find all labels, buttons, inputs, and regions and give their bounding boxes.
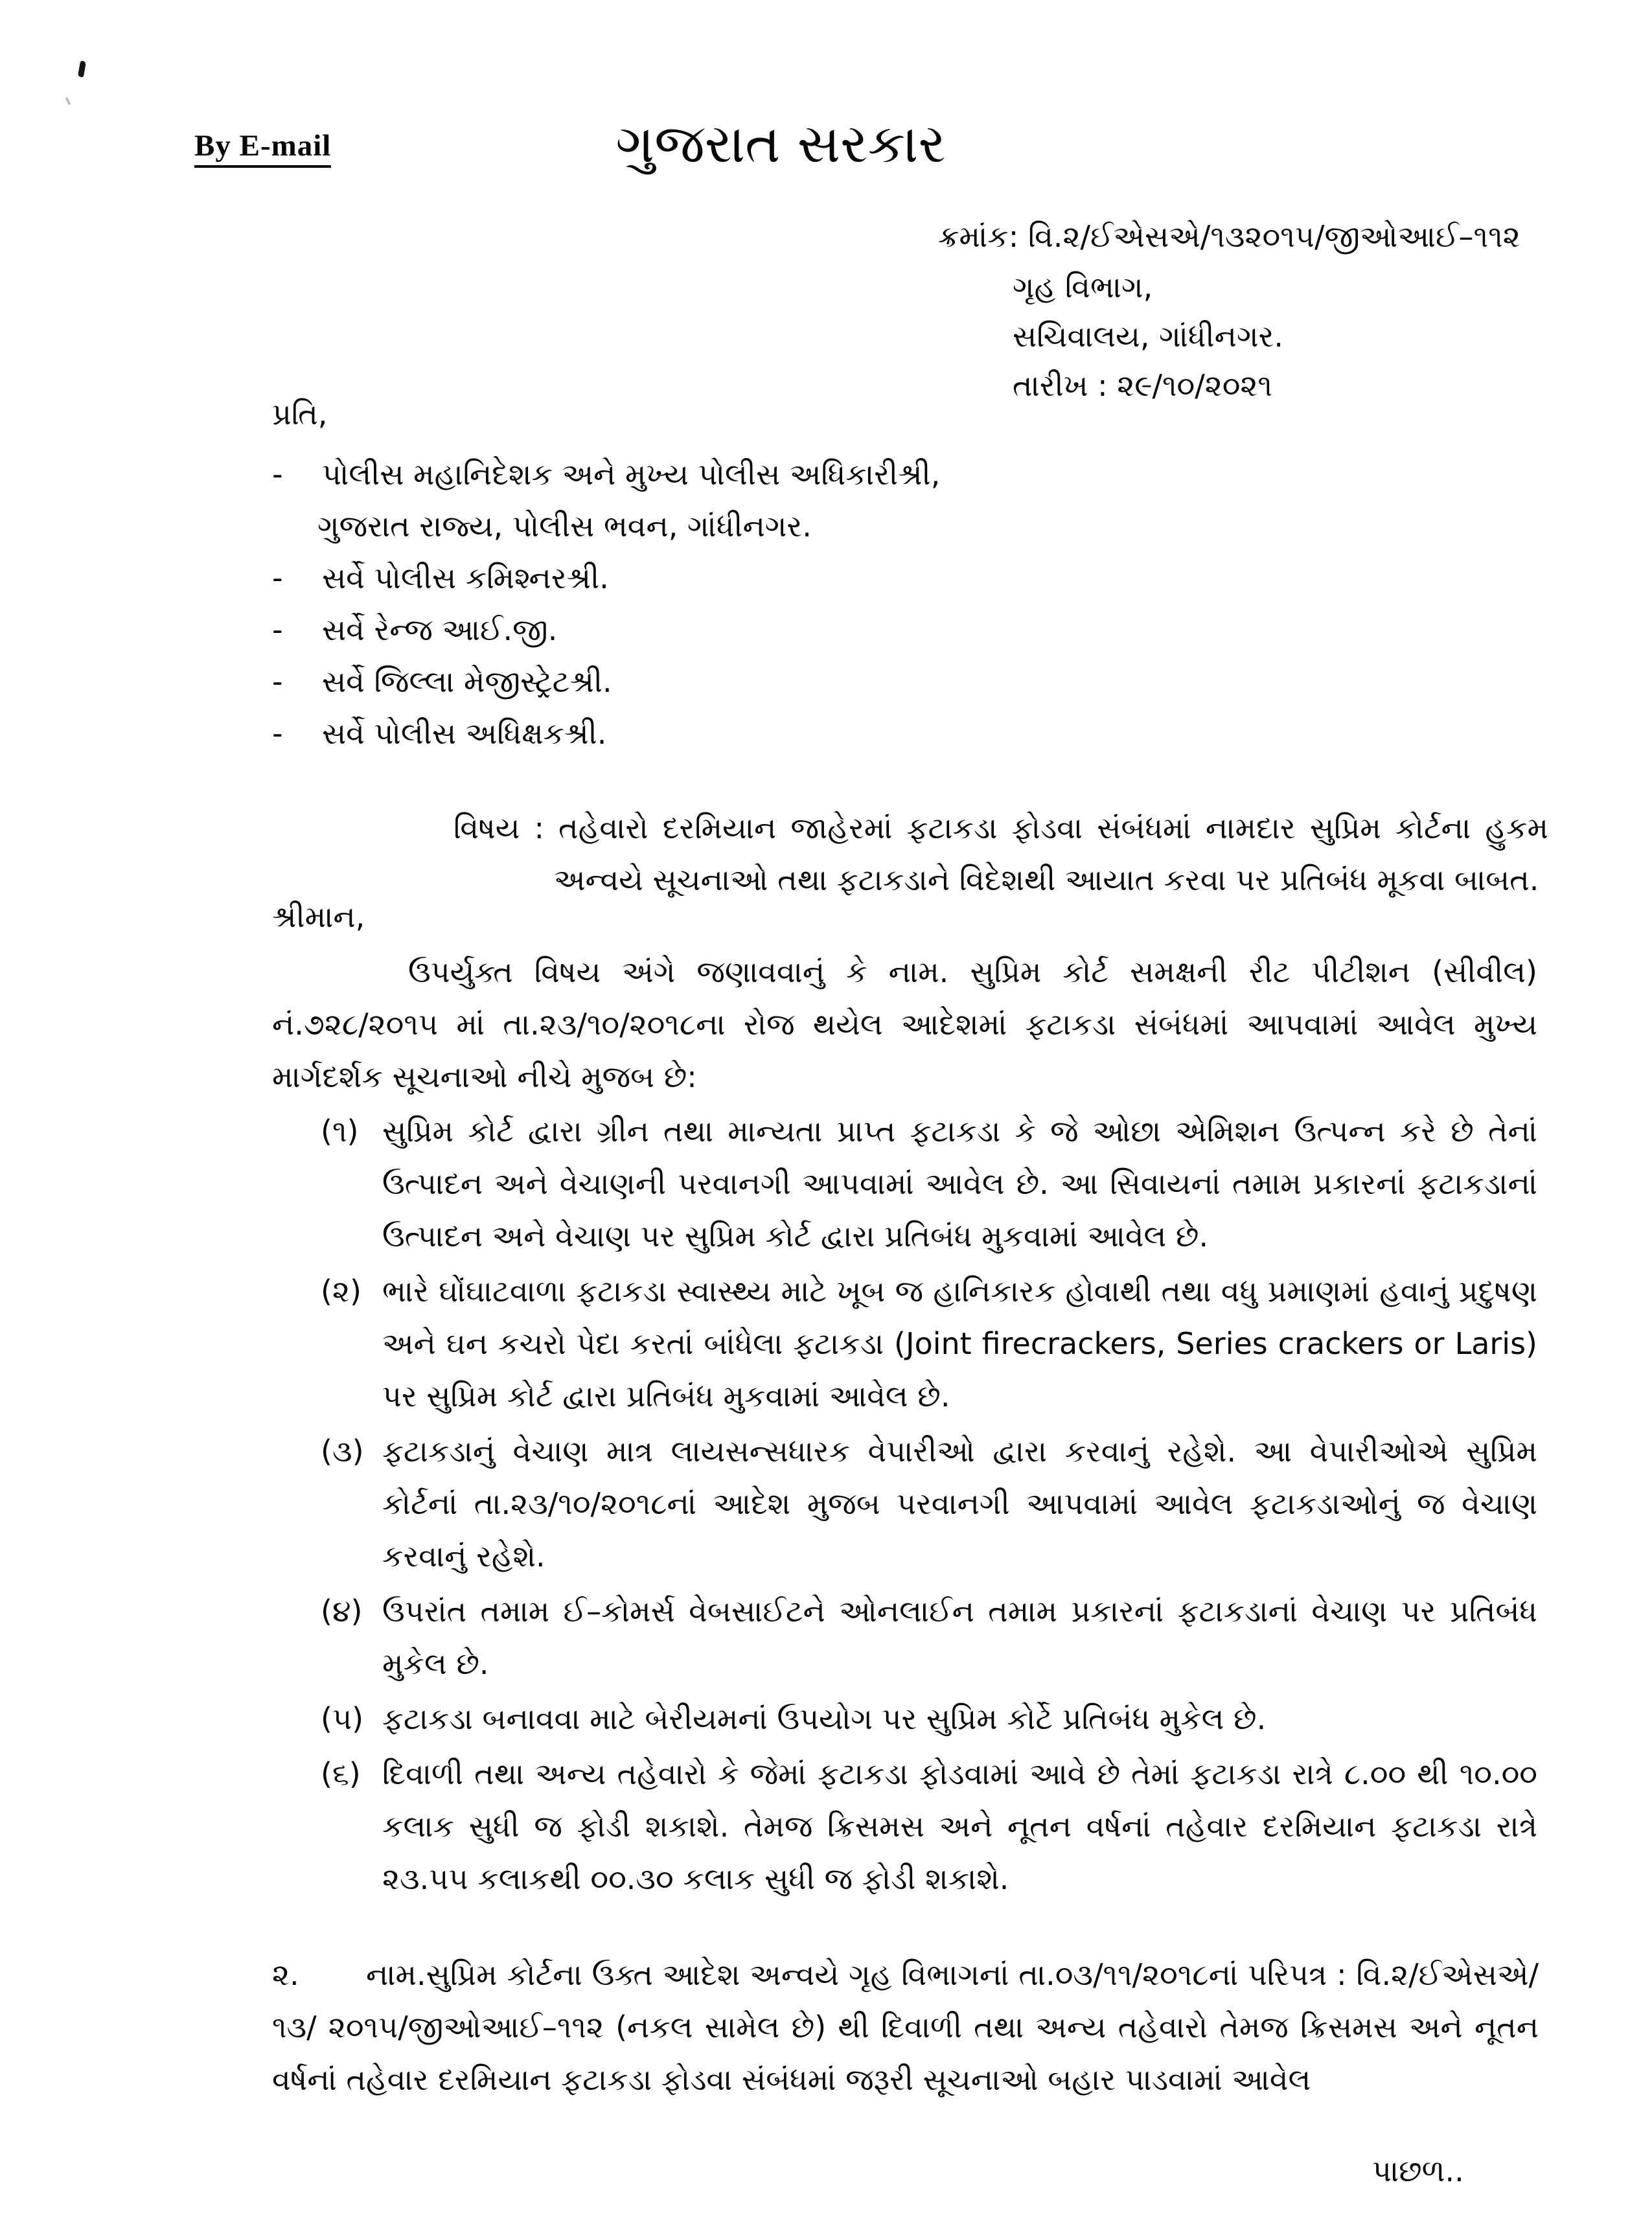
- guideline-number: (૨): [321, 1274, 361, 1309]
- guideline-item-5: [321, 1693, 1537, 1745]
- guideline-text: ફટાકડાનું વેચાણ માત્ર લાયસન્સધારક વેપારીઓ દ્વારા કરવાનું રહેશે. આ વેપારીઓએ સુપ્રિમ કોર્ટનાં તા.૨૩/૧૦/૨૦૧૮નાં આદેશ મુજબ પરવાનગી આપવામાં આવેલ ફટાકડાઓનું જ વેચાણ કરવાનું રહેશે.: [382, 1434, 1537, 1574]
- guideline-text: ભારે ઘોંઘાટવાળા ફટાકડા સ્વાસ્થ્ય માટે ખૂબ જ હાનિકારક હોવાથી તથા વધુ પ્રમાણમાં હવાનું પ્રદુષણ અને ઘન કચરો પેદા કરતાં બાંધેલા ફટાકડા (Joint firecrackers, Series crackers or Laris) પર સુપ્રિમ કોર્ટ દ્વારા પ્રતિબંધ મુકવામાં આવેલ છે.: [382, 1274, 1537, 1414]
- guideline-text: ફટાકડા બનાવવા માટે બેરીયમનાં ઉપયોગ પર સુપ્રિમ કોર્ટે પ્રતિબંધ મુકેલ છે.: [382, 1701, 1267, 1736]
- paragraph-2: [272, 1949, 1539, 2106]
- dash-bullet: -: [272, 457, 283, 492]
- date-line: તારીખ : ૨૯/૧૦/૨૦૨૧: [1013, 368, 1272, 403]
- recipient-row-continuation: [272, 500, 1373, 552]
- dash-bullet: -: [272, 560, 283, 595]
- recipient-text: સર્વે પોલીસ અધિક્ષકશ્રી.: [322, 716, 607, 751]
- scan-artifact-mark-faint: [65, 97, 71, 106]
- guideline-item-6: [321, 1748, 1537, 1905]
- guideline-number: (૩): [321, 1434, 364, 1469]
- guideline-text: દિવાળી તથા અન્ય તહેવારો કે જેમાં ફટાકડા ફોડવામાં આવે છે તેમાં ફટાકડા રાત્રે ૮.૦૦ થી ૧૦.૦૦ કલાક સુધી જ ફોડી શકાશે. તેમજ ક્રિસમસ અને નૂતન વર્ષનાં તહેવાર દરમિયાન ફટાકડા રાત્રે ૨૩.૫૫ કલાકથી ૦૦.૩૦ કલાક સુધી જ ફોડી શકાશે.: [382, 1756, 1537, 1896]
- guideline-text: ઉપરાંત તમામ ઈ–કોમર્સ વેબસાઈટને ઓનલાઈન તમામ પ્રકારનાં ફટાકડાનાં વેચાણ પર પ્રતિબંધ મુકેલ છે.: [382, 1594, 1537, 1681]
- guideline-number: (૧): [321, 1114, 359, 1149]
- guideline-item-2: [321, 1265, 1537, 1423]
- intro-paragraph: ઉપર્યુક્ત વિષય અંગે જણાવવાનું કે નામ. સુપ્રિમ કોર્ટ સમક્ષની રીટ પીટીશન (સીવીલ) નં.૭૨૮/૨૦૧૫ માં તા.૨૩/૧૦/૨૦૧૮ના રોજ થયેલ આદેશમાં ફટાકડા સંબંધમાં આપવામાં આવેલ મુખ્ય માર્ગદર્શક સૂચનાઓ નીચે મુજબ છે:: [272, 954, 1537, 1094]
- recipient-list: [272, 448, 1373, 759]
- paragraph-2-text: નામ.સુપ્રિમ કોર્ટના ઉક્ત આદેશ અન્વયે ગૃહ વિભાગનાં તા.૦૩/૧૧/૨૦૧૮નાં પરિપત્ર : વિ.૨/ઈએસએ/૧૩/ ૨૦૧૫/જીઓઆઈ–૧૧૨ (નકલ સામેલ છે) થી દિવાળી તથા અન્ય તહેવારો તેમજ ક્રિસમસ અને નૂતન વર્ષનાં તહેવાર દરમિયાન ફટાકડા ફોડવા સંબંધમાં જરૂરી સૂચનાઓ બહાર પાડવામાં આવેલ: [272, 1957, 1539, 2097]
- dash-bullet: -: [272, 612, 283, 647]
- recipient-row: [272, 448, 1373, 500]
- delivery-method-label: By E-mail: [194, 128, 331, 168]
- recipient-text: સર્વે જિલ્લા મેજીસ્ટ્રેટશ્રી.: [322, 664, 612, 699]
- recipient-text: ગુજરાત રાજ્ય, પોલીસ ભવન, ગાંધીનગર.: [317, 509, 812, 544]
- guideline-text: સુપ્રિમ કોર્ટ દ્વારા ગ્રીન તથા માન્યતા પ્રાપ્ત ફટાકડા કે જે ઓછા એમિશન ઉત્પન્ન કરે છે તેનાં ઉત્પાદન અને વેચાણની પરવાનગી આપવામાં આવેલ છે. આ સિવાયનાં તમામ પ્રકારનાં ફટાકડાનાં ઉત્પાદન અને વેચાણ પર સુપ્રિમ કોર્ટ દ્વારા પ્રતિબંધ મુકવામાં આવેલ છે.: [382, 1114, 1537, 1254]
- department-line: ગૃહ વિભાગ,: [1013, 269, 1153, 304]
- recipient-text: સર્વે પોલીસ કમિશ્નરશ્રી.: [322, 560, 609, 595]
- guideline-item-3: [321, 1425, 1537, 1583]
- guideline-item-1: [321, 1105, 1537, 1263]
- guideline-number: (૫): [321, 1701, 364, 1736]
- paragraph-2-number: ૨.: [272, 1957, 299, 1992]
- dash-bullet: -: [272, 664, 283, 699]
- guideline-item-4: [321, 1585, 1537, 1690]
- subject-line: વિષય : તહેવારો દરમિયાન જાહેરમાં ફટાકડા ફોડવા સંબંધમાં નામદાર સુપ્રિમ કોર્ટના હુકમ અન્વયે સૂચનાઓ તથા ફટાકડાને વિદેશથી આયાત કરવા પર પ્રતિબંધ મૂકવા બાબત.: [453, 810, 1548, 897]
- salutation: શ્રીમાન,: [272, 899, 365, 934]
- government-title: ગુજરાત સરકાર: [615, 113, 946, 175]
- dash-bullet: -: [272, 716, 283, 751]
- guideline-number: (૬): [321, 1756, 361, 1791]
- recipient-text: પોલીસ મહાનિદેશક અને મુખ્ય પોલીસ અધિકારીશ્રી,: [322, 457, 941, 492]
- recipient-row: [272, 604, 1373, 656]
- guidelines-list: [321, 1105, 1537, 1908]
- to-label: પ્રતિ,: [272, 396, 328, 431]
- scan-artifact-mark: [78, 60, 86, 77]
- address-line: સચિવાલય, ગાંધીનગર.: [1013, 319, 1283, 354]
- recipient-row: [272, 707, 1373, 759]
- continued-overleaf-note: પાછળ..: [1372, 2153, 1464, 2188]
- reference-number-line: ક્રમાંક: વિ.૨/ઈએસએ/૧૩૨૦૧૫/જીઓઆઈ–૧૧૨: [938, 219, 1520, 254]
- recipient-row: [272, 656, 1373, 707]
- recipient-row: [272, 552, 1373, 604]
- guideline-number: (૪): [321, 1594, 363, 1629]
- recipient-text: સર્વે રેન્જ આઈ.જી.: [322, 612, 558, 647]
